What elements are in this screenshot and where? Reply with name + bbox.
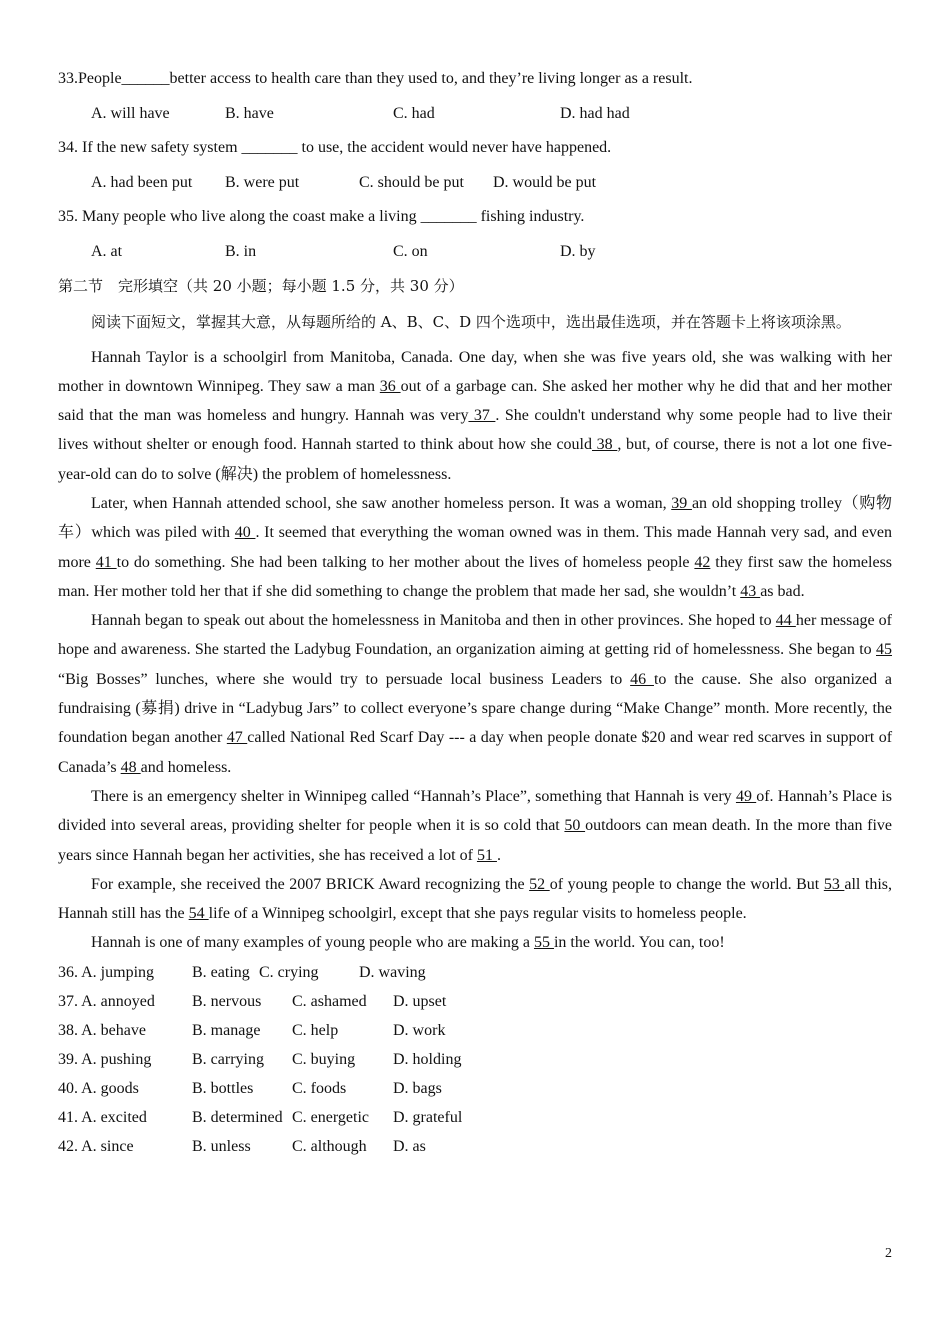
option-d: D. would be put <box>493 173 597 191</box>
blank-43: 43 <box>740 582 761 600</box>
question-34-stem: 34. If the new safety system _______ to use, the accident would never have happened. <box>58 139 612 156</box>
cloze-option-row: 38. A. behave B. manage C. help D. work <box>58 1021 446 1039</box>
section-instruction: 阅读下面短文，掌握其大意，从每题所给的 A、B、C、D 四个选项中，选出最佳选项，并在答题卡上将该项涂黑。 <box>91 312 851 331</box>
blank-45: 45 <box>876 641 892 659</box>
exam-page <box>58 62 892 1161</box>
blank-51: 51 <box>476 846 497 864</box>
blank-55: 55 <box>533 934 554 952</box>
option-a: A. will have <box>91 104 170 122</box>
blank-49: 49 <box>735 787 757 805</box>
option-d: D. by <box>560 242 596 260</box>
cloze-option-row: 37. A. annoyed B. nervous C. ashamed D. upset <box>58 992 447 1010</box>
option-a: A. had been put <box>91 173 193 191</box>
passage-paragraph: Hannah Taylor is a schoolgirl from Manitoba, Canada. One day, when she was five years old, she was walking with her mother in downtown Winnipeg. They saw a man 36 out of a garbage can. She asked her mother why he did that and her mother said that the man was homeless and hungry. Hannah was very 37 . She couldn't understand why some people had to live their lives without shelter or enough food. Hannah started to think about how she could 38 , but, of course, there is not a lot one five-year-old can do to solve (解决) the problem of homelessness. <box>58 348 893 483</box>
option-c: C. had <box>393 104 435 122</box>
passage-paragraph: Later, when Hannah attended school, she saw another homeless person. It was a woman, 39 an old shopping trolley（购物车）which was piled with 40 . It seemed that everything the woman owned was in them. This made Hannah very sad, and even more 41 to do something. She had been talking to her mother about the lives of homeless people 42 they first saw the homeless man. Her mother told her that if she did something to change the problem that made her sad, she wouldn’t 43 as bad. <box>58 494 893 600</box>
option-c: C. on <box>393 242 428 260</box>
blank-39: 39 <box>671 494 692 512</box>
passage-paragraph: Hannah began to speak out about the homelessness in Manitoba and then in other provinces. She hoped to 44 her message of hope and awareness. She started the Ladybug Foundation, an organization aiming at getting rid of homelessness. She began to 45 “Big Bosses” lunches, where she would try to persuade local business Leaders to 46 to the cause. She also organized a fundraising (募捐) drive in “Ladybug Jars” to collect everyone’s spare change during “Make Change” month. More recently, the foundation began another 47 called National Red Scarf Day --- a day when people donate $20 and wear red scarves in support of Canada’s 48 and homeless. <box>58 612 893 776</box>
blank-48: 48 <box>120 758 141 776</box>
cloze-option-row: 36. A. jumping B. eating C. crying D. waving <box>58 963 426 981</box>
cloze-option-row: 42. A. since B. unless C. although D. as <box>58 1138 426 1156</box>
question-33-stem: 33.People______better access to health care than they used to, and they’re living longer as a result. <box>58 70 693 87</box>
blank-53: 53 <box>823 875 845 893</box>
blank-40: 40 <box>234 524 256 542</box>
blank-54: 54 <box>188 905 209 923</box>
blank-37: 37 <box>468 407 496 425</box>
option-a: A. at <box>91 242 123 260</box>
question-35-options <box>58 235 892 270</box>
cloze-option-row: 40. A. goods B. bottles C. foods D. bags <box>58 1080 442 1098</box>
option-b: B. have <box>225 104 274 122</box>
blank-50: 50 <box>564 817 586 835</box>
blank-42: 42 <box>694 553 711 571</box>
page-number: 2 <box>885 1246 892 1261</box>
blank-38: 38 <box>592 436 618 454</box>
passage-paragraph: For example, she received the 2007 BRICK Award recognizing the 52 of young people to change the world. But 53 all this, Hannah still has the 54 life of a Winnipeg schoolgirl, except that she pays regular visits to homeless people. <box>58 875 893 923</box>
question-33-options <box>58 97 892 132</box>
blank-52: 52 <box>529 875 550 893</box>
option-b: B. in <box>225 242 257 260</box>
question-35-stem: 35. Many people who live along the coast make a living _______ fishing industry. <box>58 208 585 225</box>
blank-41: 41 <box>95 553 117 571</box>
cloze-option-row: 41. A. excited B. determined C. energetic D. grateful <box>58 1109 463 1127</box>
blank-46: 46 <box>630 670 654 688</box>
blank-36: 36 <box>379 377 401 395</box>
option-b: B. were put <box>225 173 300 191</box>
option-d: D. had had <box>560 104 630 122</box>
blank-44: 44 <box>775 612 796 630</box>
section-title: 第二节 完形填空（共 20 小题；每小题 1.5 分，共 30 分） <box>58 277 464 295</box>
cloze-options-list <box>58 958 892 1162</box>
question-34-options <box>58 166 892 201</box>
cloze-option-row: 39. A. pushing B. carrying C. buying D. holding <box>58 1051 462 1069</box>
passage-paragraph: There is an emergency shelter in Winnipeg called “Hannah’s Place”, something that Hannah is very 49 of. Hannah’s Place is divided into several areas, providing shelter for people when it is so cold that 50 outdoors can mean death. In the more than five years since Hannah began her activities, she has received a lot of 51 . <box>58 787 893 864</box>
blank-47: 47 <box>226 729 248 747</box>
passage-paragraph: Hannah is one of many examples of young people who are making a 55 in the world. You can, too! <box>91 934 725 952</box>
option-c: C. should be put <box>359 173 464 191</box>
